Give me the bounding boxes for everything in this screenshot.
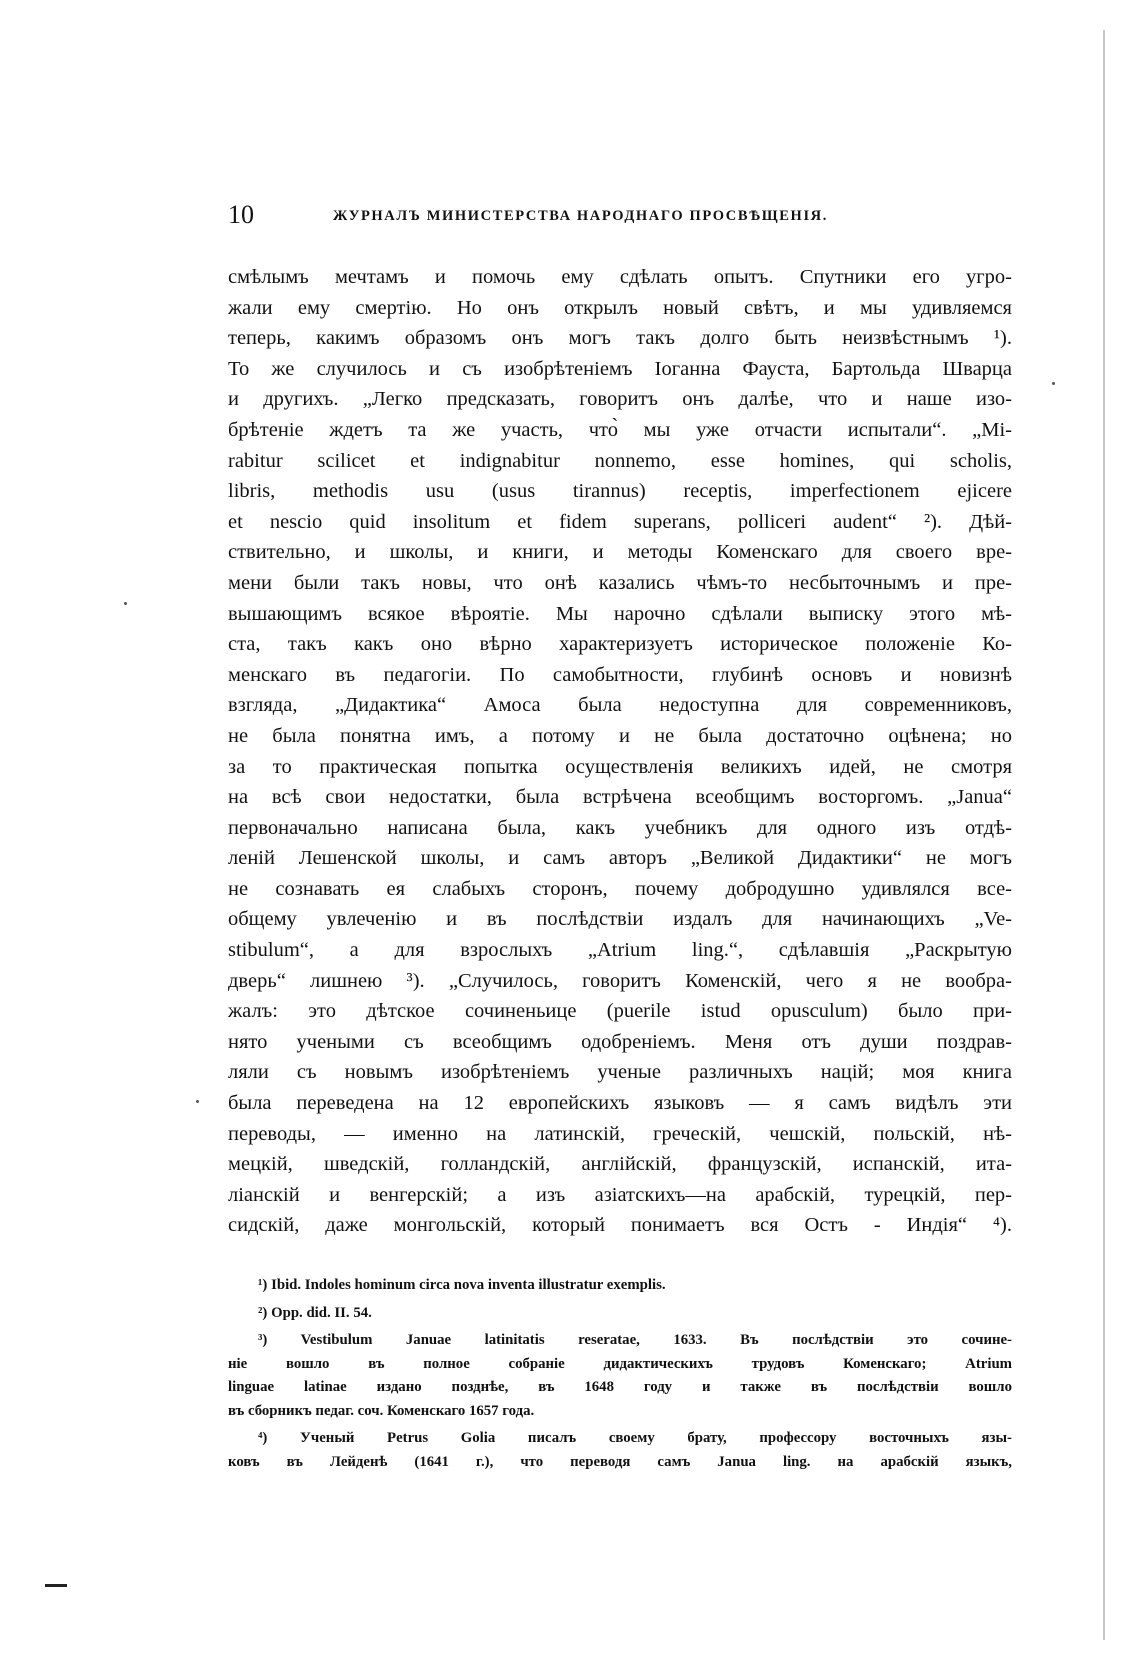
footnote-line	[228, 1302, 1012, 1326]
body-line: мецкій, шведскій, голландскій, англійскій, французскій, испанскій, ита-	[228, 1153, 1012, 1176]
footnote-line	[228, 1427, 1012, 1451]
body-line: леній Лешенской школы, и самъ авторъ „Великой Дидактики“ не могъ	[228, 847, 1012, 870]
footnote-4	[228, 1427, 1012, 1474]
footnotes	[228, 1274, 1012, 1474]
body-line: не была понятна имъ, а потому и не была достаточно оцѣнена; но	[228, 724, 1012, 747]
body-line: брѣтеніе ждетъ та же участь, что̀ мы уже отчасти испытали“. „Mi-	[228, 418, 1012, 441]
body-line: ствительно, и школы, и книги, и методы Коменскаго для своего вре-	[228, 541, 1012, 564]
body-line: вышающимъ всякое вѣроятіе. Мы нарочно сдѣлали выписку этого мѣ-	[228, 602, 1012, 625]
footnote-line	[228, 1274, 1012, 1298]
body-line: stibulum“, а для взрослыхъ „Atrium ling.“, сдѣлавшія „Раскрытую	[228, 939, 1012, 962]
footnote-text: linguae latinae издано позднѣе, въ 1648 году и также въ послѣдствіи вошло	[228, 1379, 1012, 1395]
body-line: ляли съ новымъ изобрѣтеніемъ ученые различныхъ націй; моя книга	[228, 1061, 1012, 1084]
page-header	[228, 200, 1008, 240]
body-line: libris, methodis usu (usus tirannus) receptis, imperfectionem ejicere	[228, 480, 1012, 503]
body-line: ста, такъ какъ оно вѣрно характеризуетъ историческое положеніе Ко-	[228, 633, 1012, 656]
footnote-2	[228, 1302, 1012, 1326]
footnote-marker: ³)	[258, 1332, 268, 1348]
body-line: теперь, какимъ образомъ онъ могъ такъ долго быть неизвѣстнымъ ¹).	[228, 327, 1012, 350]
footnote-text: ковъ въ Лейденѣ (1641 г.), что переводя самъ Janua ling. на арабскій языкъ,	[228, 1453, 1012, 1470]
body-line: была переведена на 12 европейскихъ языковъ — я самъ видѣлъ эти	[228, 1092, 1012, 1115]
footnote-marker: ¹)	[258, 1277, 268, 1293]
running-title: ЖУРНАЛЪ МИНИСТЕРСТВА НАРОДНАГО ПРОСВѢЩЕНІЯ.	[333, 208, 828, 224]
footnote-3	[228, 1329, 1012, 1423]
body-line: первоначально написана была, какъ учебникъ для одного изъ отдѣ-	[228, 816, 1012, 839]
body-line: не сознавать ея слабыхъ сторонъ, почему добродушно удивлялся все-	[228, 877, 1012, 900]
body-line: переводы, — именно на латинскій, греческій, чешскій, польскій, нѣ-	[228, 1122, 1012, 1145]
footnote-1	[228, 1274, 1012, 1298]
footnote-line	[228, 1329, 1012, 1353]
body-line: нято учеными съ всеобщимъ одобреніемъ. Меня отъ души поздрав-	[228, 1030, 1012, 1053]
body-line: мени были такъ новы, что онѣ казались чѣмъ-то несбыточнымъ и пре-	[228, 571, 1012, 594]
body-line: rabitur scilicet et indignabitur nonnemo, esse homines, qui scholis,	[228, 449, 1012, 472]
scan-speck	[124, 602, 127, 605]
footnote-text: Ibid. Indoles hominum circa nova inventa illustratur exemplis.	[271, 1277, 666, 1293]
body-line: за то практическая попытка осуществленія великихъ идей, не смотря	[228, 755, 1012, 778]
body-line: То же случилось и съ изобрѣтеніемъ Іоганна Фауста, Бартольда Шварца	[228, 357, 1012, 380]
page-number: 10	[228, 200, 254, 229]
footnote-text: ніе вошло въ полное собраніе дидактическихъ трудовъ Коменскаго; Atrium	[228, 1355, 1012, 1372]
margin-dash	[45, 1584, 67, 1587]
body-line: взгляда, „Дидактика“ Амоса была недоступна для современниковъ,	[228, 694, 1012, 717]
body-line: et nescio quid insolitum et fidem superans, polliceri audent“ ²). Дѣй-	[228, 510, 1012, 533]
footnote-marker: ⁴)	[258, 1430, 268, 1446]
page-edge-rule	[1103, 30, 1105, 1640]
footnote-text: Ученый Petrus Golia писалъ своему брату, профессору восточныхъ язы-	[300, 1430, 1012, 1446]
body-text	[228, 262, 1012, 1241]
body-line: менскаго въ педагогіи. По самобытности, глубинѣ основъ и новизнѣ	[228, 663, 1012, 686]
footnote-marker: ²)	[258, 1304, 268, 1321]
body-line: дверь“ лишнею ³). „Случилось, говоритъ Коменскій, чего я не вообра-	[228, 969, 1012, 992]
footnote-text: Vestibulum Januae latinitatis reseratae, 1633. Въ послѣдствіи это сочине-	[300, 1332, 1012, 1348]
body-line: общему увлеченію и въ послѣдствіи издалъ для начинающихъ „Ve-	[228, 908, 1012, 931]
scan-speck	[1052, 382, 1055, 385]
scan-speck	[196, 1100, 199, 1103]
body-line: сидскій, даже монгольскій, который понимаетъ вся Остъ - Индія“ ⁴).	[228, 1214, 1012, 1237]
body-line: жали ему смертію. Но онъ открылъ новый свѣтъ, и мы удивляемся	[228, 296, 1012, 319]
body-line: жалъ: это дѣтское сочиненьице (puerile istud opusculum) было при-	[228, 1000, 1012, 1023]
body-line: ліанскій и венгерскій; а изъ азіатскихъ—на арабскій, турецкій, пер-	[228, 1183, 1012, 1206]
body-line: на всѣ свои недостатки, была встрѣчена всеобщимъ восторгомъ. „Janua“	[228, 786, 1012, 809]
body-line: и другихъ. „Легко предсказать, говоритъ онъ далѣе, что и наше изо-	[228, 388, 1012, 411]
footnote-text: Opp. did. II. 54.	[271, 1304, 372, 1321]
body-line: смѣлымъ мечтамъ и помочь ему сдѣлать опытъ. Спутники его угро-	[228, 266, 1012, 288]
footnote-text: въ сборникъ педаг. соч. Коменскаго 1657 года.	[228, 1402, 535, 1419]
